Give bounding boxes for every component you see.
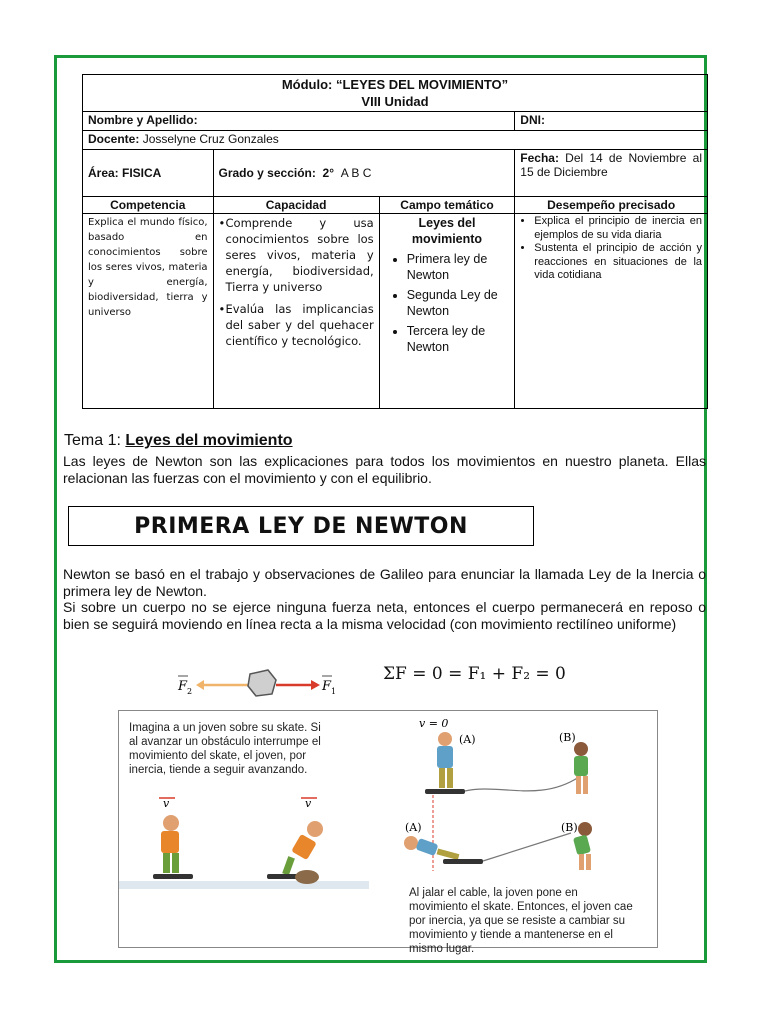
grado-cell xyxy=(213,150,515,197)
ley-title: PRIMERA LEY DE NEWTON xyxy=(134,513,468,539)
dni-label: DNI: xyxy=(520,113,545,127)
seccion-value: A B C xyxy=(340,166,372,180)
competencia-cell xyxy=(83,214,214,409)
tema-title: Leyes del movimiento xyxy=(125,432,293,449)
desempeno-cell xyxy=(515,214,708,409)
campo-item: • Segunda Ley de Newton xyxy=(407,287,510,319)
module-title: Módulo: “LEYES DEL MOVIMIENTO” xyxy=(281,77,509,92)
v-zero-label: v = 0 xyxy=(419,717,449,730)
docente-value: Josselyne Cruz Gonzales xyxy=(142,132,279,146)
bullet-icon: • xyxy=(218,302,226,316)
cable xyxy=(483,833,571,861)
desempeno-item: • Explica el principio de inercia en ejemplos de su vida diaria xyxy=(534,215,702,242)
col-desempeno: Desempeño precisado xyxy=(515,197,708,214)
fecha-label: Fecha: xyxy=(520,151,559,165)
boy-tumbling-icon xyxy=(267,821,323,884)
nombre-label: Nombre y Apellido: xyxy=(88,113,198,127)
v-label: v xyxy=(163,797,170,810)
col-campo: Campo temático xyxy=(379,197,515,214)
cable xyxy=(465,777,579,791)
tema-heading xyxy=(64,432,293,450)
paragraph-1: Newton se basó en el trabajo y observaciones de Galileo para enunciar la llamada Ley de la Inercia o primera ley de Newton. xyxy=(63,566,706,599)
campo-cell xyxy=(379,214,515,409)
label-a: (A) xyxy=(405,821,422,834)
boy-skater-icon xyxy=(153,815,193,879)
f2-label: F xyxy=(178,679,188,694)
ley-title-box xyxy=(68,506,534,546)
area-cell xyxy=(83,150,214,197)
grado-label: Grado y sección: xyxy=(218,166,316,180)
module-title-cell xyxy=(83,75,708,112)
tema-prefix: Tema 1: xyxy=(64,432,121,449)
f1-sub: 1 xyxy=(331,687,337,696)
boy-falling-back-icon xyxy=(404,836,483,864)
desempeno-list xyxy=(520,215,702,283)
unit-title: VIII Unidad xyxy=(361,94,429,109)
docente-cell xyxy=(83,131,708,150)
desempeno-item: • Sustenta el principio de acción y reacciones en situaciones de la vida cotidiana xyxy=(534,242,702,283)
caption-right: Al jalar el cable, la joven pone en movimiento el skate. Entonces, el joven cae por inercia, ya que se resiste a cambiar su movimiento y tiende a mantenerse en el mismo lugar. xyxy=(409,887,633,955)
label-b: (B) xyxy=(559,731,576,744)
inertia-illustration xyxy=(118,710,658,955)
f2-arrowhead-icon xyxy=(196,680,204,690)
grado-value: 2° xyxy=(322,166,335,180)
fecha-value: Del 14 de Noviembre al 15 de Diciembre xyxy=(520,151,702,179)
v-label: v xyxy=(305,797,312,810)
campo-list xyxy=(385,251,510,355)
competencia-text: Explica el mundo físico, basado en conocimientos sobre los seres vivos, materia y energía, biodiversidad, tierra y universo xyxy=(88,217,208,318)
bullet-icon: • xyxy=(218,216,226,230)
newton-equation: ΣF = 0 = F₁ + F₂ = 0 xyxy=(383,664,566,684)
f1-label: F xyxy=(322,679,332,694)
area-label: Área: FISICA xyxy=(88,166,162,180)
capacidad-item: • Evalúa las implicancias del saber y del quehacer científico y tecnológico. xyxy=(218,302,374,348)
f2-sub: 2 xyxy=(187,687,193,696)
nombre-cell[interactable] xyxy=(83,112,515,131)
fecha-cell xyxy=(515,150,708,197)
campo-item: • Tercera ley de Newton xyxy=(407,323,510,355)
intro-paragraph: Las leyes de Newton son las explicaciones para todos los movimientos en nuestro planeta. Ellas relacionan las fuerzas con el movimiento y con el equilibrio. xyxy=(63,453,706,486)
col-competencia: Competencia xyxy=(83,197,214,214)
paragraph-2: Si sobre un cuerpo no se ejerce ninguna fuerza neta, entonces el cuerpo permanecerá en reposo o bien se seguirá moviendo en línea recta a la misma velocidad (con movimiento rectilíneo uniforme) xyxy=(63,599,706,632)
docente-label: Docente: xyxy=(88,132,140,146)
campo-title: Leyes del movimiento xyxy=(411,216,483,246)
skate-scenes xyxy=(119,711,657,947)
girl-icon xyxy=(574,742,588,794)
module-header-table xyxy=(82,74,708,409)
rock-icon xyxy=(248,670,276,696)
capacidad-item: • Comprende y usa conocimientos sobre los seres vivos, materia y energía, biodiversidad, Tierra y universo xyxy=(218,216,374,294)
col-capacidad: Capacidad xyxy=(213,197,379,214)
dni-cell[interactable] xyxy=(515,112,708,131)
force-diagram xyxy=(170,664,350,704)
capacidad-cell xyxy=(213,214,379,409)
f1-arrowhead-icon xyxy=(311,680,320,690)
campo-item: • Primera ley de Newton xyxy=(407,251,510,283)
caption-left: Imagina a un joven sobre su skate. Si al avanzar un obstáculo interrumpe el movimiento del skate, el joven, por inercia, tiende a seguir avanzando. xyxy=(129,722,321,776)
label-b: (B) xyxy=(561,821,578,834)
label-a: (A) xyxy=(459,733,476,746)
